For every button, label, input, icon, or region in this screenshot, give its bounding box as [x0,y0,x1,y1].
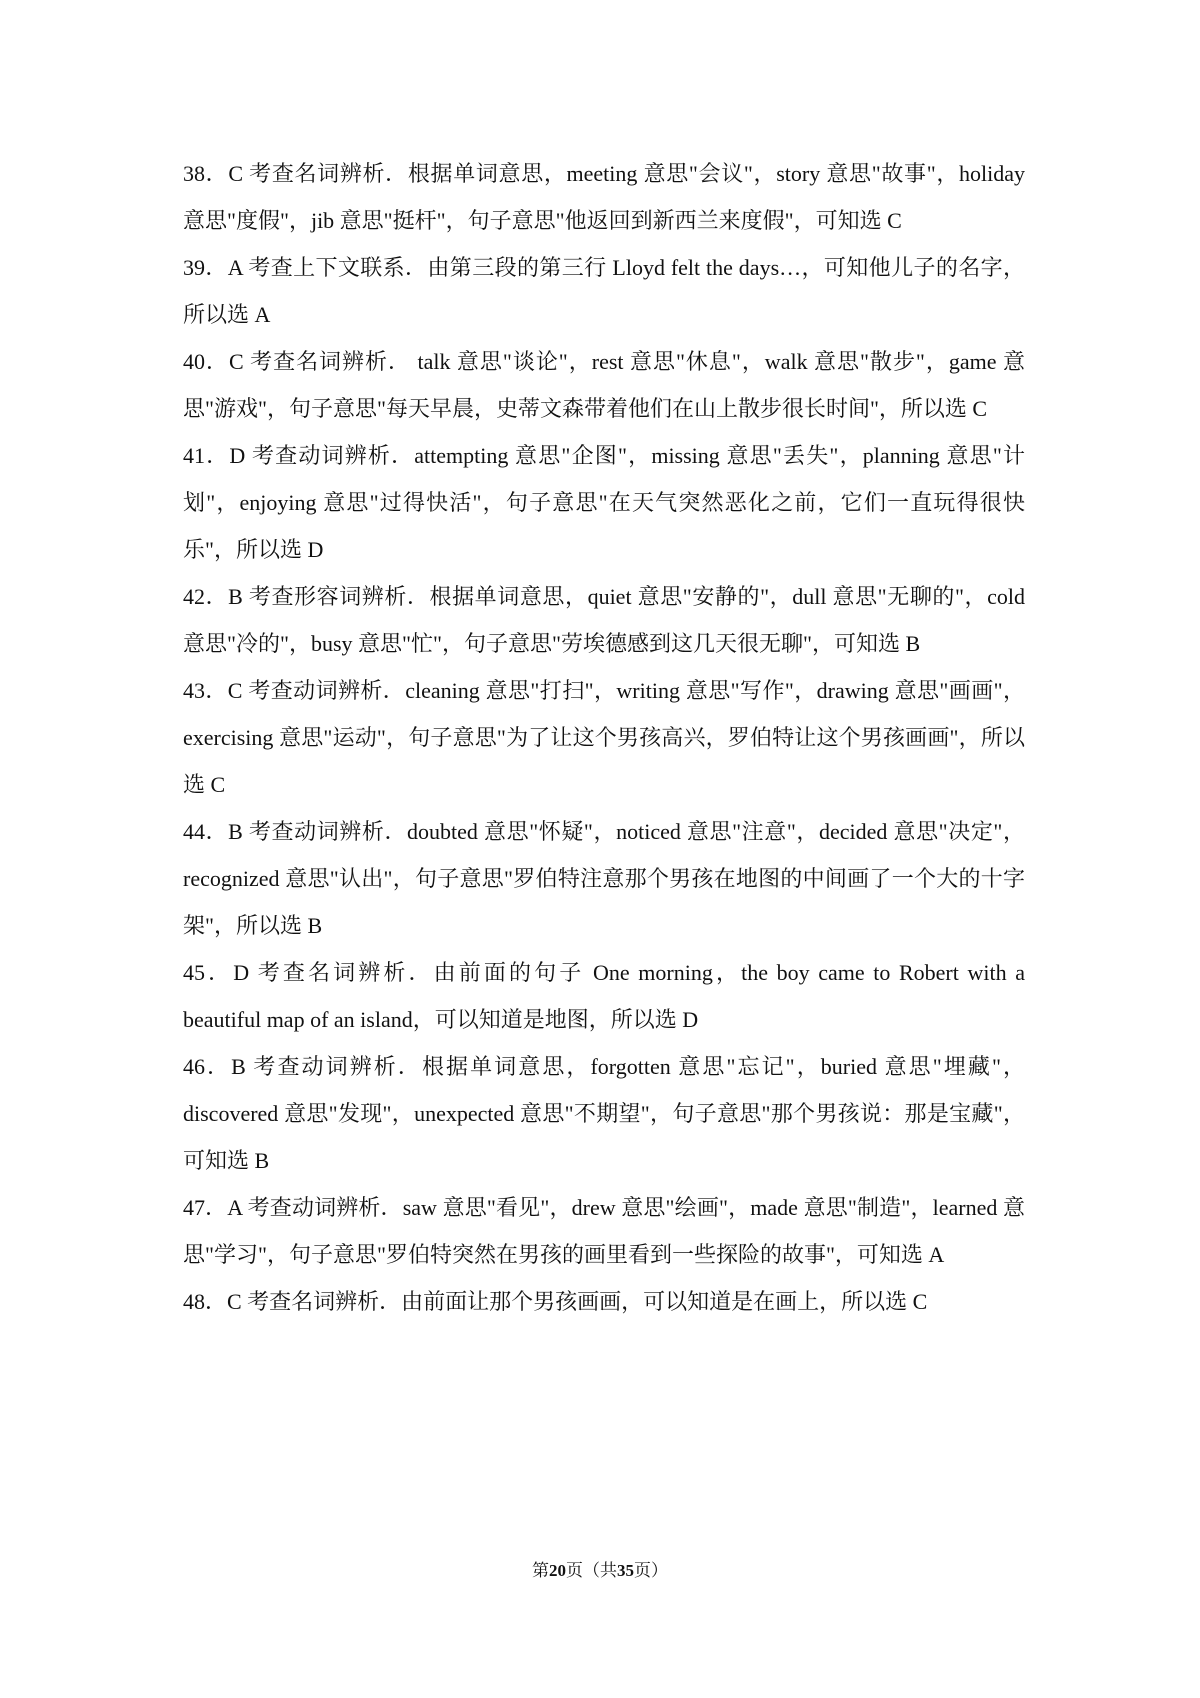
answer-item-47: 47．A 考查动词辨析．saw 意思"看见"，drew 意思"绘画"，made 意思"制造"，learned 意思"学习"，句子意思"罗伯特突然在男孩的画里看到一些探险的故事"，可知选 A [183,1195,1025,1267]
answer-item-39: 39．A 考查上下文联系．由第三段的第三行 Lloyd felt the days…，可知他儿子的名字，所以选 A [183,255,1025,327]
answer-item-48: 48．C 考查名词辨析．由前面让那个男孩画画，可以知道是在画上，所以选 C [183,1289,928,1314]
footer-middle: 页（共 [566,1561,617,1580]
page-footer [0,1556,1200,1581]
footer-prefix: 第 [532,1561,549,1580]
current-page-number: 20 [549,1561,566,1580]
answer-item-44: 44．B 考查动词辨析．doubted 意思"怀疑"，noticed 意思"注意"，decided 意思"决定"，recognized 意思"认出"，句子意思"罗伯特注意那个男孩在地图的中间画了一个大的十字架"，所以选 B [183,819,1025,938]
answer-item-40: 40．C 考查名词辨析． talk 意思"谈论"，rest 意思"休息"，walk 意思"散步"，game 意思"游戏"，句子意思"每天早晨，史蒂文森带着他们在山上散步很长时间"，所以选 C [183,349,1025,421]
footer-suffix: 页） [634,1561,668,1580]
answer-item-43: 43．C 考查动词辨析．cleaning 意思"打扫"，writing 意思"写作"，drawing 意思"画画"，exercising 意思"运动"，句子意思"为了让这个男孩高兴，罗伯特让这个男孩画画"，所以选 C [183,678,1025,797]
answer-item-41: 41．D 考查动词辨析．attempting 意思"企图"，missing 意思"丢失"，planning 意思"计划"，enjoying 意思"过得快活"，句子意思"在天气突然恶化之前，它们一直玩得很快乐"，所以选 D [183,443,1025,562]
answer-item-38: 38．C 考查名词辨析．根据单词意思，meeting 意思"会议"，story 意思"故事"，holiday 意思"度假"，jib 意思"挺杆"，句子意思"他返回到新西兰来度假"，可知选 C [183,161,1025,233]
answer-item-42: 42．B 考查形容词辨析．根据单词意思，quiet 意思"安静的"，dull 意思"无聊的"，cold 意思"冷的"，busy 意思"忙"，句子意思"劳埃德感到这几天很无聊"，可知选 B [183,584,1025,656]
total-page-number: 35 [617,1561,634,1580]
answer-explanations [183,150,1025,1325]
answer-item-46: 46．B 考查动词辨析．根据单词意思，forgotten 意思"忘记"，buried 意思"埋藏"，discovered 意思"发现"，unexpected 意思"不期望"，句子意思"那个男孩说：那是宝藏"，可知选 B [183,1054,1025,1173]
answer-item-45: 45．D 考查名词辨析．由前面的句子 One morning，the boy came to Robert with a beautiful map of an island，可以知道是地图，所以选 D [183,960,1025,1032]
